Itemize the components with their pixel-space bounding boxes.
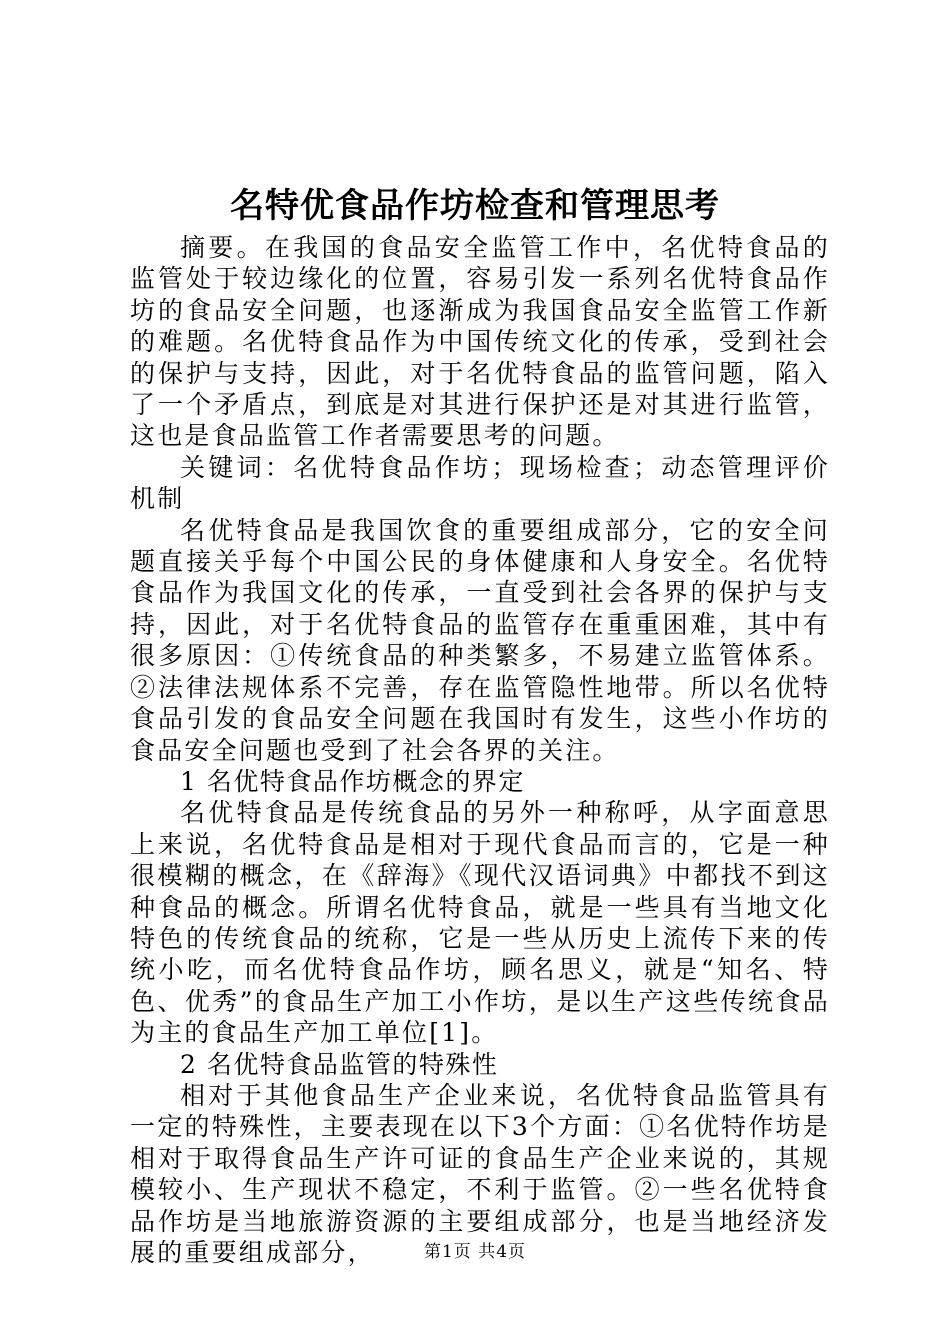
page-footer: 第1页 共4页: [423, 1242, 527, 1262]
intro-paragraph: 名优特食品是我国饮食的重要组成部分，它的安全问题直接关乎每个中国公民的身体健康和人身安全。名优特食品作为我国文化的传承，一直受到社会各界的保护与支持，因此，对于名优特食品的监管存在重重困难，其中有很多原因：①传统食品的种类繁多，不易建立监管体系。②法律法规体系不完善，存在监管隐性地带。所以名优特食品引发的食品安全问题在我国时有发生，这些小作坊的食品安全问题也受到了社会各界的关注。: [130, 515, 830, 765]
document-body: [130, 232, 830, 1268]
section-heading-2: 2 名优特食品监管的特殊性: [180, 1049, 499, 1079]
section-body-2: 相对于其他食品生产企业来说，名优特食品监管具有一定的特殊性，主要表现在以下3个方面：①名优特作坊是相对于取得食品生产许可证的食品生产企业来说的，其规模较小、生产现状不稳定，不利于监管。②一些名优特食品作坊是当地旅游资源的主要组成部分，也是当地经济发展的重要组成部分，: [130, 1080, 830, 1267]
document-title: 名特优食品作坊检查和管理思考: [230, 186, 720, 226]
abstract-paragraph: 摘要。在我国的食品安全监管工作中，名优特食品的监管处于较边缘化的位置，容易引发一系列名优特食品作坊的食品安全问题，也逐渐成为我国食品安全监管工作新的难题。名优特食品作为中国传统文化的传承，受到社会的保护与支持，因此，对于名优特食品的监管问题，陷入了一个矛盾点，到底是对其进行保护还是对其进行监管，这也是食品监管工作者需要思考的问题。: [130, 233, 830, 451]
section-body-1: 名优特食品是传统食品的另外一种称呼，从字面意思上来说，名优特食品是相对于现代食品而言的，它是一种很模糊的概念，在《辞海》《现代汉语词典》中都找不到这种食品的概念。所谓名优特食品，就是一些具有当地文化特色的传统食品的统称，它是一些从历史上流传下来的传统小吃，而名优特食品作坊，顾名思义，就是“知名、特色、优秀”的食品生产加工小作坊，是以生产这些传统食品为主的食品生产加工单位[1]。: [130, 798, 830, 1048]
keywords-paragraph: 关键词：名优特食品作坊；现场检查；动态管理评价机制: [130, 452, 830, 514]
section-heading-1: 1 名优特食品作坊概念的界定: [180, 766, 525, 796]
